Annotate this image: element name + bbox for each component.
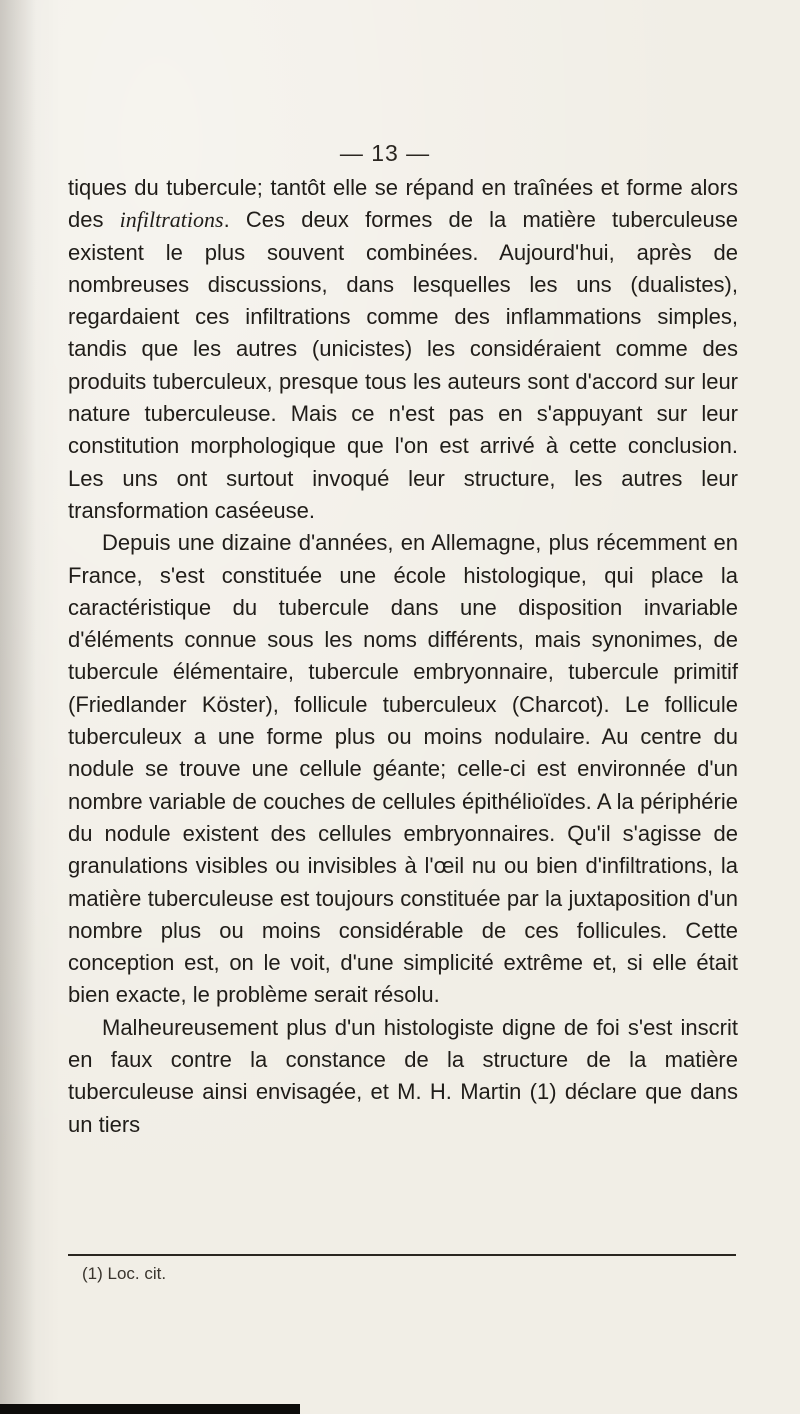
binding-shadow bbox=[0, 0, 36, 1414]
scan-edge-band bbox=[0, 1404, 300, 1414]
paragraph-1-before: tiques du tubercule; tantôt elle se répand en traînées et forme alors des bbox=[68, 175, 738, 233]
footnote: (1) Loc. cit. bbox=[82, 1264, 167, 1283]
footnote-divider bbox=[68, 1254, 736, 1256]
paragraph-1-after: . Ces deux formes de la matière tuberculeuse existent le plus souvent combinées. Aujourd'hui, après de nombreuses discussions, dans lesquelles les uns (dualistes), regardaient ces infiltrations comme des inflammations simples, tandis que les autres (unicistes) les considéraient comme des produits tuberculeux, presque tous les auteurs sont d'accord sur leur nature tuberculeuse. Mais ce n'est pas en s'appuyant sur leur constitution morphologique que l'on est arrivé à cette conclusion. Les uns ont surtout invoqué leur structure, les autres leur transformation caséeuse. bbox=[68, 207, 739, 523]
paragraph-1-italic: infiltrations bbox=[119, 207, 224, 233]
page-number: — 13 — bbox=[339, 140, 431, 166]
paragraph-3: Malheureusement plus d'un histologiste digne de foi s'est inscrit en faux contre la constance de la structure de la matière tuberculeuse ainsi envisagée, et M. H. Martin (1) déclare que dans un tiers bbox=[68, 1014, 738, 1137]
paragraph-2: Depuis une dizaine d'années, en Allemagne, plus récemment en France, s'est constituée une école histologique, qui place la caractéristique du tubercule dans une disposition invariable d'éléments connue sous les noms différents, mais synonimes, de tubercule élémentaire, tubercule embryonnaire, tubercule primitif (Friedlander Köster), follicule tuberculeux (Charcot). Le follicule tuberculeux a une forme plus ou moins nodulaire. Au centre du nodule se trouve une cellule géante; celle-ci est environnée d'un nombre variable de couches de cellules épithélioïdes. A la périphérie du nodule existent des cellules embryonnaires. Qu'il s'agisse de granulations visibles ou invisibles à l'œil nu ou bien d'infiltrations, la matière tuberculeuse est toujours constituée par la juxtaposition d'un nombre plus ou moins considérable de ces follicules. Cette conception est, on le voit, d'une simplicité extrême et, si elle était bien exacte, le problème serait résolu. bbox=[68, 530, 738, 1008]
paragraph-1 bbox=[68, 172, 738, 527]
body-text bbox=[68, 172, 738, 1141]
